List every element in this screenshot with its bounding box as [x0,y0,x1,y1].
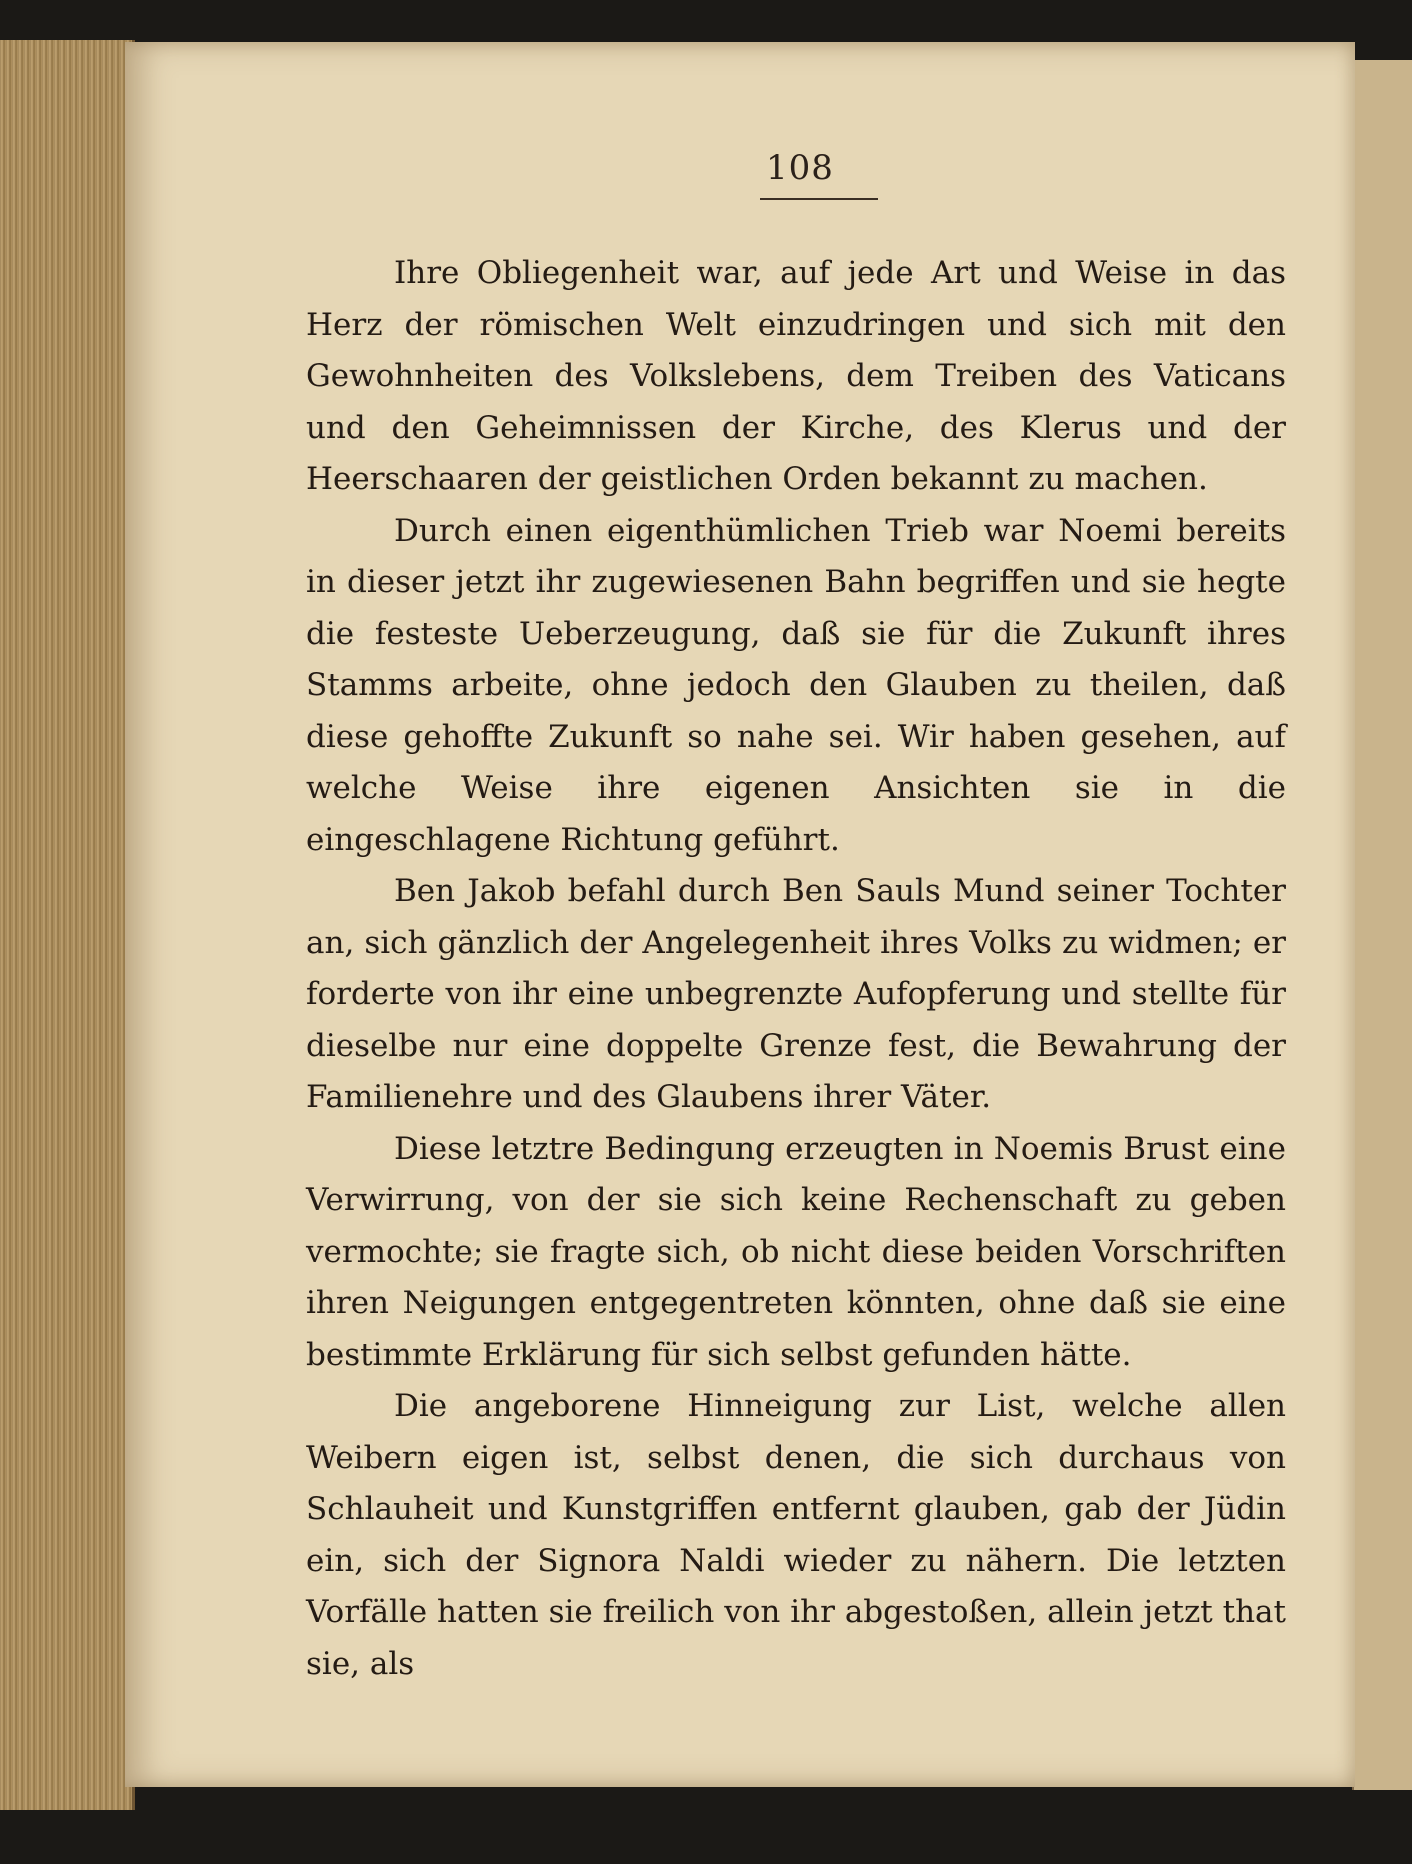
paragraph: Durch einen eigenthümlichen Trieb war Noemi bereits in dieser jetzt ihr zugewiesenen Bahn begriffen und sie hegte die festeste Ueberzeugung, daß sie für die Zukunft ihres Stamms arbeite, ohne jedoch den Glauben zu theilen, daß diese gehoffte Zukunft so nahe sei. Wir haben gesehen, auf welche Weise ihre eigenen Ansichten sie in die eingeschlagene Richtung geführt. [306,512,1286,858]
paragraph: Ben Jakob befahl durch Ben Sauls Mund seiner Tochter an, sich gänzlich der Angelegenheit ihres Volks zu widmen; er forderte von ihr eine unbegrenzte Aufopferung und stellte für dieselbe nur eine doppelte Grenze fest, die Bewahrung der Familienehre und des Glaubens ihrer Väter. [306,873,1286,1115]
body-text [306,248,1286,1690]
page-number-rule [760,198,878,200]
page-edges [0,40,135,1810]
paragraph: Diese letztre Bedingung erzeugten in Noemis Brust eine Verwirrung, von der sie sich keine Rechenschaft zu geben vermochte; sie fragte sich, ob nicht diese beiden Vorschriften ihren Neigungen entgegentreten könnten, ohne daß sie eine bestimmte Erklärung für sich selbst gefunden hätte. [306,1130,1286,1373]
next-page-edge [1352,60,1412,1790]
paragraph: Die angeborene Hinneigung zur List, welche allen Weibern eigen ist, selbst denen, die sich durchaus von Schlauheit und Kunstgriffen entfernt glauben, gab der Jüdin ein, sich der Signora Naldi wieder zu nähern. Die letzten Vorfälle hatten sie freilich von ihr abgestoßen, allein jetzt that sie, als [306,1388,1286,1682]
page-number: 108 [766,148,834,188]
paragraph: Ihre Obliegenheit war, auf jede Art und Weise in das Herz der römischen Welt einzudringen und sich mit den Gewohnheiten des Volkslebens, dem Treiben des Vaticans und den Geheimnissen der Kirche, des Klerus und der Heerschaaren der geistlichen Orden bekannt zu machen. [306,255,1286,497]
